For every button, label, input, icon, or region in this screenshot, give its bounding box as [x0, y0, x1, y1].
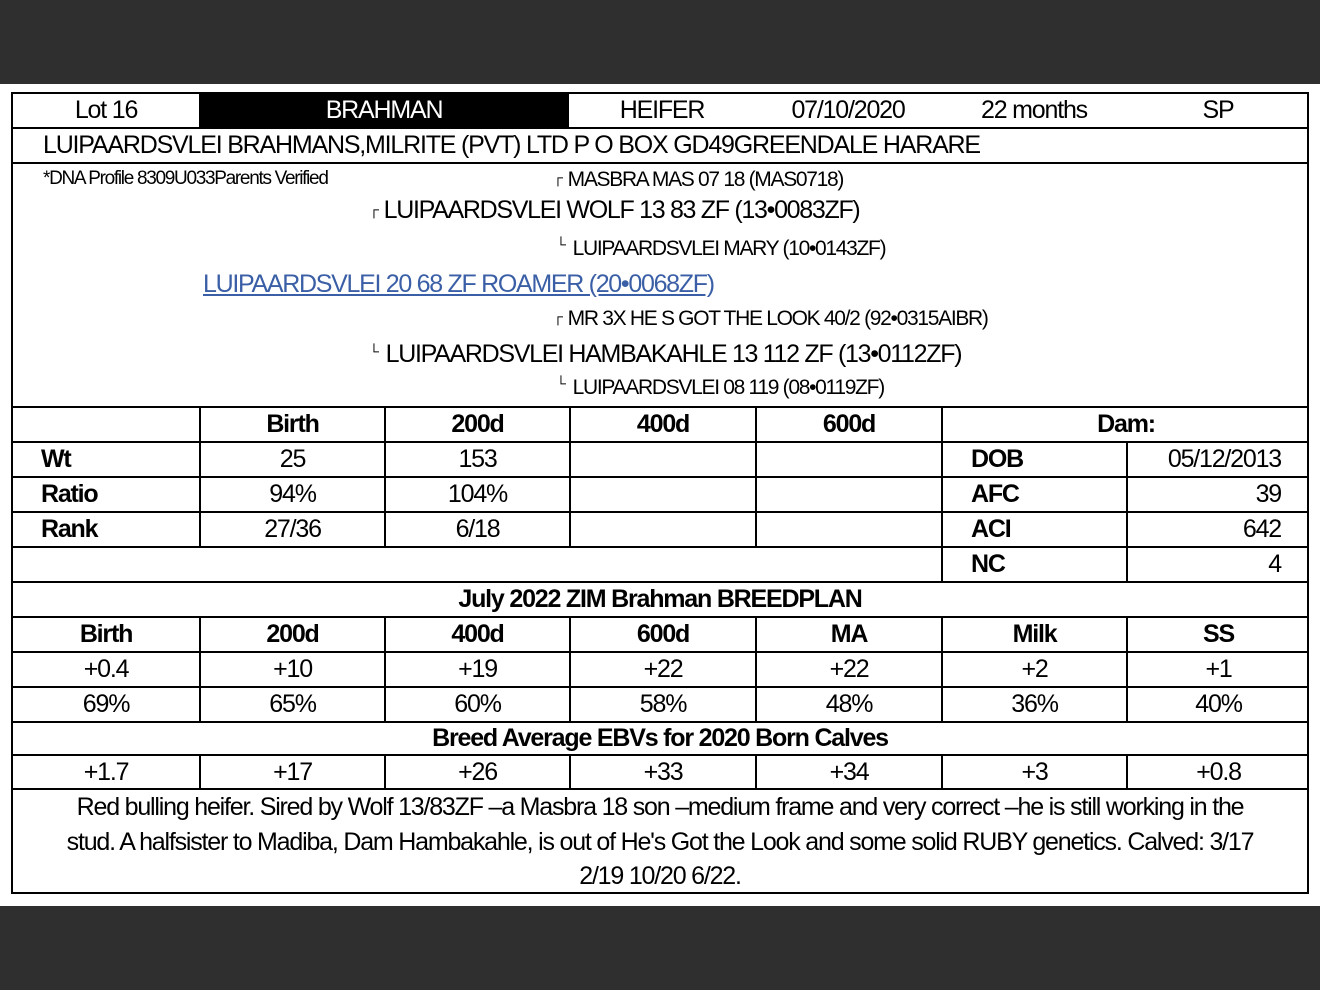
value-cell	[569, 513, 755, 546]
value-cell	[569, 478, 755, 511]
col-600d: 600d	[755, 408, 941, 441]
dam-value: 642	[1126, 513, 1309, 546]
sex-label: HEIFER	[619, 96, 705, 124]
performance-header-row	[13, 408, 1307, 443]
notes-line: stud. A halfsister to Madiba, Dam Hambakahle, is out of He's Got the Look and some solid RUBY genetics. Calved: 3/17	[66, 827, 1254, 856]
accuracy-value: 48%	[755, 688, 941, 721]
avg-value: +3	[941, 756, 1126, 788]
dam-heading: Dam:	[941, 408, 1309, 441]
breedplan-header-row	[13, 618, 1307, 653]
table-row	[13, 478, 1307, 513]
lot-card	[11, 92, 1309, 894]
accuracy-value: 69%	[82, 690, 130, 718]
accuracy-value: 60%	[384, 688, 569, 721]
value-cell: 153	[384, 443, 569, 476]
col-birth: Birth	[199, 408, 384, 441]
ebv-col-birth: Birth	[79, 620, 133, 648]
lot-sheet	[0, 84, 1320, 906]
avg-value: +17	[199, 756, 384, 788]
avg-value: +1.7	[83, 757, 129, 786]
breed-label: BRAHMAN	[199, 94, 569, 127]
animal-name-link[interactable]: LUIPAARDSVLEI 20 68 ZF ROAMER (20•0068ZF)	[203, 270, 714, 298]
lot-number: Lot 16	[74, 96, 138, 124]
dam-value: 39	[1126, 478, 1309, 511]
dam-label: NC	[941, 548, 1126, 581]
breed-average-title: Breed Average EBVs for 2020 Born Calves	[432, 724, 888, 752]
value-cell: 27/36	[199, 513, 384, 546]
value-cell: 94%	[199, 478, 384, 511]
ebv-col-ss: SS	[1126, 618, 1309, 651]
sire-sire: ┌ MASBRA MAS 07 18 (MAS0718)	[553, 168, 844, 191]
header-row	[13, 94, 1307, 129]
value-cell: 104%	[384, 478, 569, 511]
ebv-value: +10	[199, 653, 384, 686]
dam-dam: └ LUIPAARDSVLEI 08 119 (08•0119ZF)	[556, 375, 884, 399]
ebv-value: +2	[941, 653, 1126, 686]
dam-label: AFC	[941, 478, 1126, 511]
birth-date: 07/10/2020	[791, 96, 905, 124]
notes-line: 2/19 10/20 6/22.	[579, 862, 741, 890]
dam-value: 4	[1126, 548, 1309, 581]
col-200d: 200d	[384, 408, 569, 441]
value-cell	[755, 513, 941, 546]
blank-cell	[13, 548, 941, 581]
dam-value: 05/12/2013	[1126, 443, 1309, 476]
avg-value: +0.8	[1126, 756, 1309, 788]
value-cell: 6/18	[384, 513, 569, 546]
table-row	[13, 513, 1307, 548]
col-400d: 400d	[569, 408, 755, 441]
avg-value: +33	[569, 756, 755, 788]
sire: ┌ LUIPAARDSVLEI WOLF 13 83 ZF (13•0083ZF)	[369, 196, 860, 224]
value-cell	[755, 478, 941, 511]
owner-address: LUIPAARDSVLEI BRAHMANS,MILRITE (PVT) LTD P O BOX GD49GREENDALE HARARE	[43, 131, 980, 159]
table-row	[13, 548, 1307, 583]
dam-label: DOB	[941, 443, 1126, 476]
dam-label: ACI	[941, 513, 1126, 546]
value-cell	[755, 443, 941, 476]
notes-paragraph	[13, 790, 1307, 894]
ebv-col-200d: 200d	[199, 618, 384, 651]
age-label: 22 months	[981, 96, 1087, 124]
breedplan-title: July 2022 ZIM Brahman BREEDPLAN	[458, 585, 862, 613]
accuracy-value: 36%	[941, 688, 1126, 721]
row-label: Wt	[41, 445, 71, 473]
ebv-value: +1	[1126, 653, 1309, 686]
ebv-value: +0.4	[83, 655, 129, 683]
ebv-value: +22	[755, 653, 941, 686]
table-row	[13, 443, 1307, 478]
pedigree-block	[13, 164, 1307, 408]
accuracy-value: 58%	[569, 688, 755, 721]
accuracy-value: 40%	[1126, 688, 1309, 721]
breed-average-title-row	[13, 723, 1307, 756]
notes-line: Red bulling heifer. Sired by Wolf 13/83ZF –a Masbra 18 son –medium frame and very correct –he is still working in the	[76, 793, 1244, 821]
value-cell: 25	[199, 443, 384, 476]
dam: └ LUIPAARDSVLEI HAMBAKAHLE 13 112 ZF (13•0112ZF)	[369, 340, 962, 368]
accuracy-row	[13, 688, 1307, 723]
row-label: Rank	[41, 515, 98, 543]
avg-value: +34	[755, 756, 941, 788]
ebv-value: +19	[384, 653, 569, 686]
row-label: Ratio	[41, 480, 98, 508]
breedplan-title-row	[13, 583, 1307, 618]
ebv-value: +22	[569, 653, 755, 686]
ebv-col-milk: Milk	[941, 618, 1126, 651]
blank-cell	[13, 408, 199, 441]
sire-dam: └ LUIPAARDSVLEI MARY (10•0143ZF)	[556, 236, 886, 260]
value-cell	[569, 443, 755, 476]
ebv-col-600d: 600d	[569, 618, 755, 651]
dam-sire: ┌ MR 3X HE S GOT THE LOOK 40/2 (92•0315AIBR)	[553, 307, 988, 330]
ebv-col-400d: 400d	[384, 618, 569, 651]
avg-value: +26	[384, 756, 569, 788]
code-label: SP	[1202, 96, 1234, 124]
breed-average-row	[13, 756, 1307, 790]
ebv-row	[13, 653, 1307, 688]
dna-profile: *DNA Profile 8309U033Parents Verified	[43, 168, 328, 189]
accuracy-value: 65%	[199, 688, 384, 721]
owner-row	[13, 129, 1307, 164]
ebv-col-ma: MA	[755, 618, 941, 651]
